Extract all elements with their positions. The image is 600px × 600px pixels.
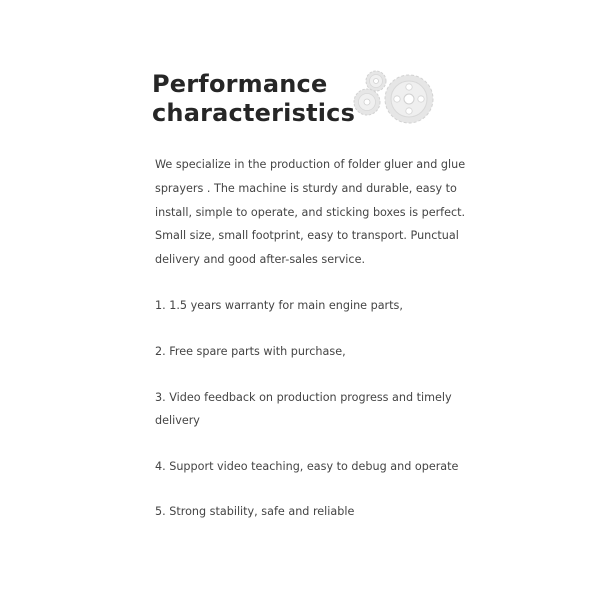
point-line: 2. Free spare parts with purchase, bbox=[155, 344, 346, 358]
point-line: 3. Video feedback on production progress and timely bbox=[155, 390, 452, 404]
content-block bbox=[155, 153, 466, 523]
point-item-1 bbox=[155, 294, 455, 317]
title-line-2: characteristics bbox=[152, 99, 356, 127]
point-item-4 bbox=[155, 455, 459, 478]
intro-line: sprayers . The machine is sturdy and durable, easy to bbox=[155, 181, 457, 195]
gear-medium-icon bbox=[366, 71, 386, 91]
point-line: 4. Support video teaching, easy to debug and operate bbox=[155, 459, 459, 473]
point-item-5 bbox=[155, 500, 455, 523]
intro-paragraph bbox=[155, 153, 466, 272]
intro-line: install, simple to operate, and sticking boxes is perfect. bbox=[155, 205, 466, 219]
gears-icon bbox=[347, 66, 439, 128]
point-line: 5. Strong stability, safe and reliable bbox=[155, 504, 355, 518]
point-line: delivery bbox=[155, 413, 200, 427]
intro-line: delivery and good after-sales service. bbox=[155, 253, 366, 267]
intro-line: We specialize in the production of folder gluer and glue bbox=[155, 158, 466, 171]
gear-large-icon bbox=[385, 75, 433, 123]
gear-small-icon bbox=[354, 89, 380, 115]
page-title bbox=[152, 70, 355, 128]
point-item-2 bbox=[155, 340, 455, 363]
intro-line: Small size, small footprint, easy to transport. Punctual bbox=[155, 229, 459, 243]
point-item-3 bbox=[155, 386, 455, 432]
point-line: 1. 1.5 years warranty for main engine parts, bbox=[155, 298, 403, 312]
title-line-1: Performance bbox=[152, 70, 328, 98]
